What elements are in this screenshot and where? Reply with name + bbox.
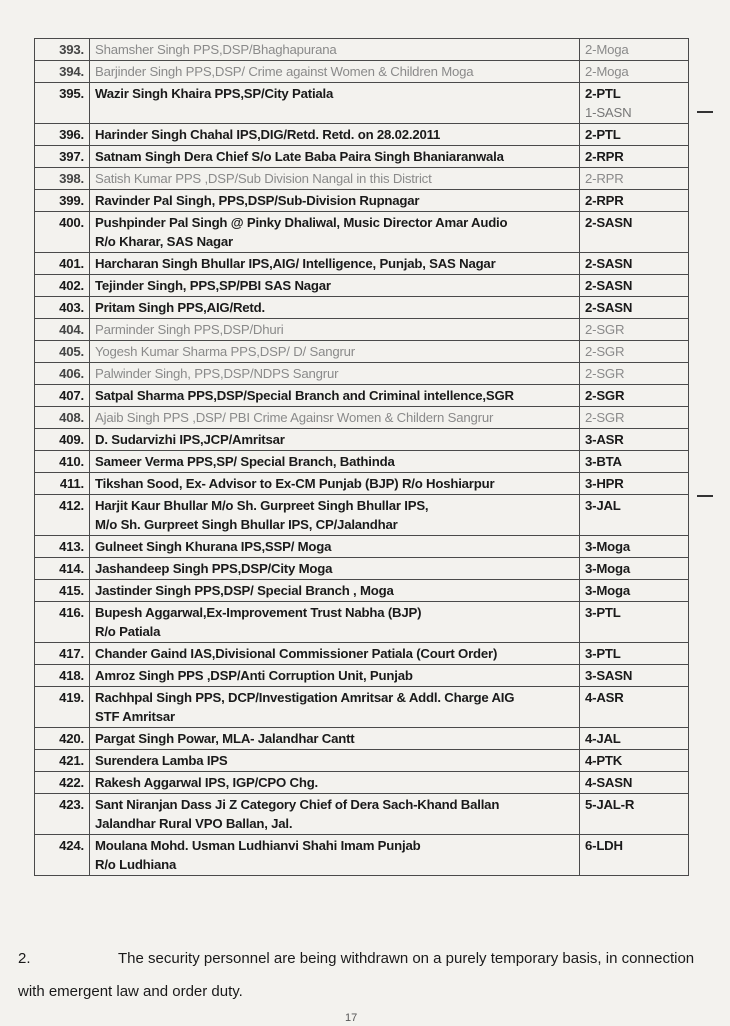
person-designation (90, 275, 580, 297)
district-value: 2-SGR (585, 366, 625, 381)
designation-line: Satish Kumar PPS ,DSP/Sub Division Nangal in this District (95, 171, 432, 186)
serial-number: 403. (35, 297, 90, 319)
district-value: 3-HPR (585, 476, 624, 491)
table-row (35, 212, 689, 253)
designation-line: Harinder Singh Chahal IPS,DIG/Retd. Retd. on 28.02.2011 (95, 127, 441, 142)
designation-line-2: Jalandhar Rural VPO Ballan, Jal. (95, 816, 293, 831)
table-row (35, 643, 689, 665)
serial-number: 416. (35, 602, 90, 643)
district-code (580, 451, 689, 473)
serial-number: 407. (35, 385, 90, 407)
serial-number: 410. (35, 451, 90, 473)
serial-number: 406. (35, 363, 90, 385)
table-row (35, 363, 689, 385)
person-designation (90, 212, 580, 253)
district-code (580, 536, 689, 558)
person-designation (90, 794, 580, 835)
person-designation (90, 61, 580, 83)
designation-line: Palwinder Singh, PPS,DSP/NDPS Sangrur (95, 366, 339, 381)
table-row (35, 275, 689, 297)
designation-line: Barjinder Singh PPS,DSP/ Crime against Women & Children Moga (95, 64, 474, 79)
designation-line: Wazir Singh Khaira PPS,SP/City Patiala (95, 86, 334, 101)
designation-line: Sant Niranjan Dass Ji Z Category Chief of Dera Sach-Khand Ballan (95, 797, 500, 812)
person-designation (90, 39, 580, 61)
person-designation (90, 536, 580, 558)
table-row (35, 168, 689, 190)
district-code (580, 580, 689, 602)
table-row (35, 728, 689, 750)
designation-line: Amroz Singh PPS ,DSP/Anti Corruption Unit, Punjab (95, 668, 413, 683)
district-code (580, 275, 689, 297)
table-row (35, 558, 689, 580)
designation-line: Harcharan Singh Bhullar IPS,AIG/ Intelligence, Punjab, SAS Nagar (95, 256, 496, 271)
district-value: 2-SASN (585, 300, 633, 315)
designation-line: Shamsher Singh PPS,DSP/Bhaghapurana (95, 42, 337, 57)
district-value: 3-Moga (585, 539, 630, 554)
serial-number: 421. (35, 750, 90, 772)
district-code (580, 429, 689, 451)
table-row (35, 580, 689, 602)
paragraph-text: The security personnel are being withdrawn on a purely temporary basis, in connection with emergent law and order duty. (18, 950, 695, 1000)
table-row (35, 297, 689, 319)
serial-number: 405. (35, 341, 90, 363)
designation-line: Tejinder Singh, PPS,SP/PBI SAS Nagar (95, 278, 331, 293)
district-value: 2-SGR (585, 388, 625, 403)
serial-number: 422. (35, 772, 90, 794)
district-value: 2-RPR (585, 149, 624, 164)
district-code (580, 687, 689, 728)
person-designation (90, 473, 580, 495)
table-row (35, 39, 689, 61)
roster-body (35, 39, 689, 876)
serial-number: 393. (35, 39, 90, 61)
designation-line: Ravinder Pal Singh, PPS,DSP/Sub-Division Rupnagar (95, 193, 420, 208)
serial-number: 418. (35, 665, 90, 687)
district-value: 2-SASN (585, 278, 633, 293)
district-value: 2-PTL (585, 86, 621, 101)
designation-line: Jashandeep Singh PPS,DSP/City Moga (95, 561, 333, 576)
person-designation (90, 558, 580, 580)
district-code (580, 253, 689, 275)
district-code (580, 495, 689, 536)
district-code (580, 124, 689, 146)
designation-line-2: R/o Kharar, SAS Nagar (95, 234, 233, 249)
serial-number: 408. (35, 407, 90, 429)
table-row (35, 665, 689, 687)
person-designation (90, 83, 580, 124)
designation-line: Yogesh Kumar Sharma PPS,DSP/ D/ Sangrur (95, 344, 355, 359)
district-value: 2-SASN (585, 256, 633, 271)
table-row (35, 319, 689, 341)
table-row (35, 602, 689, 643)
serial-number: 413. (35, 536, 90, 558)
designation-line: Sameer Verma PPS,SP/ Special Branch, Bathinda (95, 454, 395, 469)
district-value: 4-PTK (585, 753, 623, 768)
district-value: 2-PTL (585, 127, 621, 142)
serial-number: 400. (35, 212, 90, 253)
serial-number: 404. (35, 319, 90, 341)
person-designation (90, 124, 580, 146)
person-designation (90, 602, 580, 643)
district-code (580, 407, 689, 429)
designation-line-2: R/o Ludhiana (95, 857, 177, 872)
district-code (580, 190, 689, 212)
district-code (580, 61, 689, 83)
designation-line: Satpal Sharma PPS,DSP/Special Branch and Criminal intellence,SGR (95, 388, 514, 403)
district-value: 2-SASN (585, 215, 633, 230)
designation-line: Rachhpal Singh PPS, DCP/Investigation Amritsar & Addl. Charge AIG (95, 690, 515, 705)
district-value: 5-JAL-R (585, 797, 635, 812)
serial-number: 395. (35, 83, 90, 124)
district-value: 3-PTL (585, 646, 621, 661)
person-designation (90, 363, 580, 385)
serial-number: 394. (35, 61, 90, 83)
margin-mark (697, 495, 713, 497)
serial-number: 398. (35, 168, 90, 190)
margin-mark (697, 111, 713, 113)
district-code (580, 297, 689, 319)
designation-line: Satnam Singh Dera Chief S/o Late Baba Paira Singh Bhaniaranwala (95, 149, 504, 164)
table-row (35, 61, 689, 83)
designation-line: Rakesh Aggarwal IPS, IGP/CPO Chg. (95, 775, 319, 790)
district-code (580, 473, 689, 495)
district-value: 4-JAL (585, 731, 621, 746)
district-value: 4-SASN (585, 775, 633, 790)
person-designation (90, 750, 580, 772)
person-designation (90, 319, 580, 341)
table-row (35, 190, 689, 212)
designation-line-2: STF Amritsar (95, 709, 175, 724)
serial-number: 399. (35, 190, 90, 212)
district-value: 2-Moga (585, 64, 629, 79)
table-row (35, 473, 689, 495)
district-value: 2-SGR (585, 344, 625, 359)
person-designation (90, 253, 580, 275)
district-code (580, 772, 689, 794)
paragraph-number: 2. (18, 950, 31, 967)
district-value: 3-Moga (585, 583, 630, 598)
district-code (580, 146, 689, 168)
district-value: 2-SGR (585, 322, 625, 337)
designation-line-2: M/o Sh. Gurpreet Singh Bhullar IPS, CP/Jalandhar (95, 517, 398, 532)
designation-line: Moulana Mohd. Usman Ludhianvi Shahi Imam Punjab (95, 838, 421, 853)
table-row (35, 794, 689, 835)
serial-number: 402. (35, 275, 90, 297)
designation-line: Ajaib Singh PPS ,DSP/ PBI Crime Againsr Women & Childern Sangrur (95, 410, 494, 425)
designation-line: Tikshan Sood, Ex- Advisor to Ex-CM Punjab (BJP) R/o Hoshiarpur (95, 476, 495, 491)
district-value: 3-SASN (585, 668, 633, 683)
designation-line: Pargat Singh Powar, MLA- Jalandhar Cantt (95, 731, 355, 746)
district-value: 6-LDH (585, 838, 623, 853)
table-row (35, 146, 689, 168)
serial-number: 423. (35, 794, 90, 835)
person-designation (90, 580, 580, 602)
table-row (35, 772, 689, 794)
serial-number: 419. (35, 687, 90, 728)
district-code (580, 665, 689, 687)
person-designation (90, 297, 580, 319)
district-value: 2-SGR (585, 410, 625, 425)
district-value: 2-RPR (585, 171, 624, 186)
district-code (580, 728, 689, 750)
serial-number: 397. (35, 146, 90, 168)
serial-number: 401. (35, 253, 90, 275)
table-row (35, 341, 689, 363)
district-code (580, 750, 689, 772)
table-row (35, 83, 689, 124)
person-designation (90, 772, 580, 794)
designation-line: Chander Gaind IAS,Divisional Commissioner Patiala (Court Order) (95, 646, 498, 661)
district-code (580, 212, 689, 253)
district-code (580, 319, 689, 341)
district-value: 3-ASR (585, 432, 624, 447)
table-row (35, 407, 689, 429)
person-designation (90, 643, 580, 665)
district-value: 3-JAL (585, 498, 621, 513)
designation-line: Harjit Kaur Bhullar M/o Sh. Gurpreet Singh Bhullar IPS, (95, 498, 429, 513)
district-code (580, 835, 689, 876)
person-designation (90, 665, 580, 687)
page-number: 17 (345, 1012, 358, 1024)
designation-line: Gulneet Singh Khurana IPS,SSP/ Moga (95, 539, 332, 554)
serial-number: 415. (35, 580, 90, 602)
table-row (35, 385, 689, 407)
person-designation (90, 385, 580, 407)
table-row (35, 536, 689, 558)
serial-number: 420. (35, 728, 90, 750)
person-designation (90, 495, 580, 536)
district-code (580, 39, 689, 61)
person-designation (90, 687, 580, 728)
district-value-2: 1-SASN (585, 105, 632, 120)
serial-number: 411. (35, 473, 90, 495)
person-designation (90, 407, 580, 429)
person-designation (90, 835, 580, 876)
serial-number: 412. (35, 495, 90, 536)
table-row (35, 429, 689, 451)
person-designation (90, 190, 580, 212)
designation-line: Jastinder Singh PPS,DSP/ Special Branch , Moga (95, 583, 394, 598)
table-row (35, 750, 689, 772)
district-value: 3-BTA (585, 454, 622, 469)
district-value: 2-RPR (585, 193, 624, 208)
table-row (35, 687, 689, 728)
district-code (580, 341, 689, 363)
district-code (580, 602, 689, 643)
person-designation (90, 146, 580, 168)
serial-number: 396. (35, 124, 90, 146)
table-row (35, 124, 689, 146)
table-row (35, 451, 689, 473)
designation-line-2: R/o Patiala (95, 624, 161, 639)
table-row (35, 253, 689, 275)
person-designation (90, 168, 580, 190)
serial-number: 424. (35, 835, 90, 876)
district-code (580, 168, 689, 190)
serial-number: 409. (35, 429, 90, 451)
designation-line: Parminder Singh PPS,DSP/Dhuri (95, 322, 284, 337)
person-designation (90, 429, 580, 451)
person-designation (90, 451, 580, 473)
serial-number: 414. (35, 558, 90, 580)
designation-line: Bupesh Aggarwal,Ex-Improvement Trust Nabha (BJP) (95, 605, 422, 620)
district-value: 3-PTL (585, 605, 621, 620)
designation-line: D. Sudarvizhi IPS,JCP/Amritsar (95, 432, 285, 447)
designation-line: Pushpinder Pal Singh @ Pinky Dhaliwal, Music Director Amar Audio (95, 215, 508, 230)
table-row (35, 835, 689, 876)
security-roster-table (34, 38, 689, 876)
designation-line: Pritam Singh PPS,AIG/Retd. (95, 300, 265, 315)
district-value: 4-ASR (585, 690, 624, 705)
district-code (580, 385, 689, 407)
person-designation (90, 341, 580, 363)
designation-line: Surendera Lamba IPS (95, 753, 228, 768)
table-row (35, 495, 689, 536)
district-code (580, 643, 689, 665)
district-code (580, 794, 689, 835)
district-code (580, 83, 689, 124)
paragraph-2 (18, 942, 713, 1008)
district-value: 3-Moga (585, 561, 630, 576)
person-designation (90, 728, 580, 750)
district-code (580, 363, 689, 385)
district-code (580, 558, 689, 580)
serial-number: 417. (35, 643, 90, 665)
district-value: 2-Moga (585, 42, 629, 57)
